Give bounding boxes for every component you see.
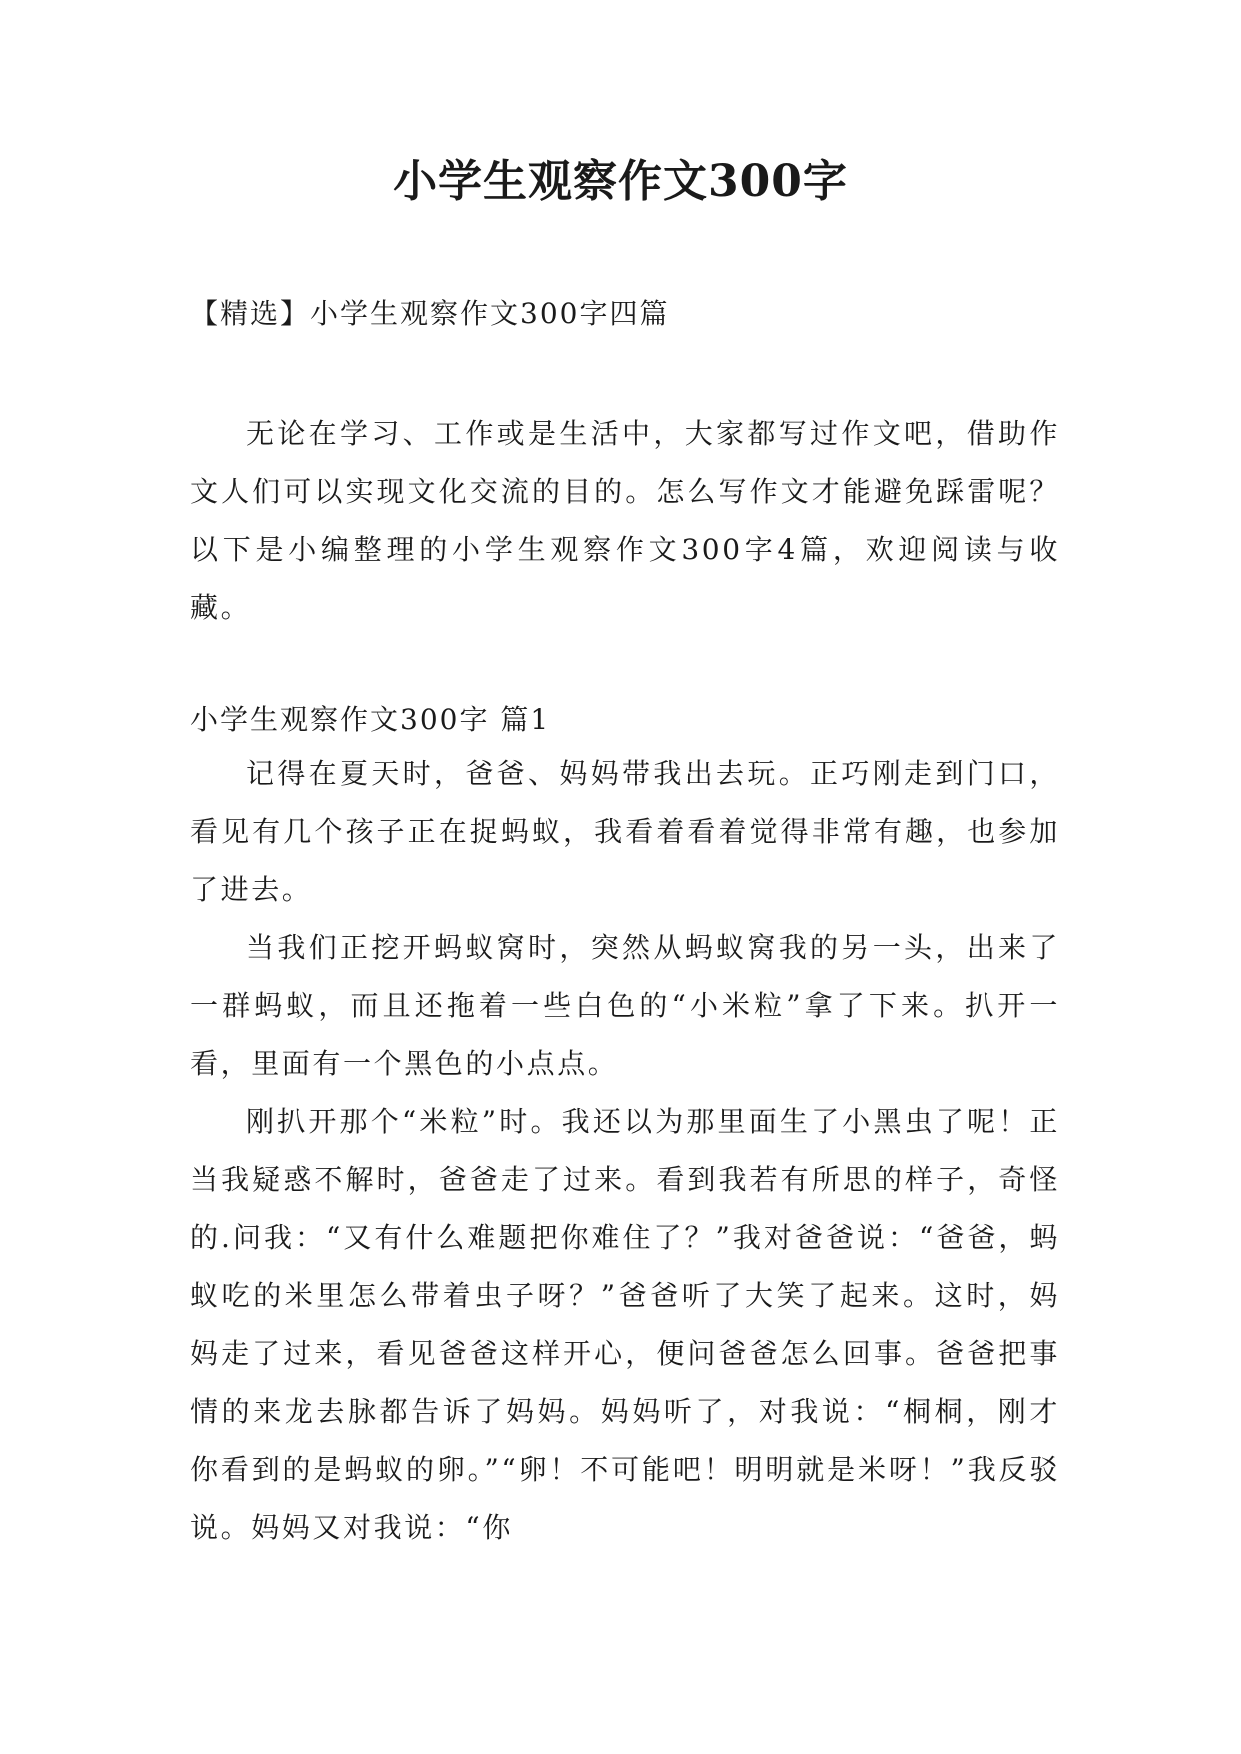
document-title: 小学生观察作文300字 [393, 156, 848, 207]
paragraph: 当我们正挖开蚂蚁窝时，突然从蚂蚁窝我的另一头，出来了一群蚂蚁，而且还拖着一些白色的“小米粒”拿了下来。扒开一看，里面有一个黑色的小点点。 [190, 931, 1060, 1080]
intro-block [190, 405, 1060, 637]
paragraph: 记得在夏天时，爸爸、妈妈带我出去玩。正巧刚走到门口，看见有几个孩子正在捉蚂蚁，我看着看着觉得非常有趣，也参加了进去。 [190, 757, 1060, 906]
article-body [190, 745, 1060, 1557]
document-subtitle: 【精选】小学生观察作文300字四篇 [190, 297, 670, 330]
intro-paragraph: 无论在学习、工作或是生活中，大家都写过作文吧，借助作文人们可以实现文化交流的目的。怎么写作文才能避免踩雷呢？以下是小编整理的小学生观察作文300字4篇，欢迎阅读与收藏。 [190, 417, 1060, 624]
paragraph: 刚扒开那个“米粒”时。我还以为那里面生了小黑虫了呢！正当我疑惑不解时，爸爸走了过来。看到我若有所思的样子，奇怪的.问我：“又有什么难题把你难住了？”我对爸爸说：“爸爸，蚂蚁吃的米里怎么带着虫子呀？”爸爸听了大笑了起来。这时，妈妈走了过来，看见爸爸这样开心，便问爸爸怎么回事。爸爸把事情的来龙去脉都告诉了妈妈。妈妈听了，对我说：“桐桐，刚才你看到的是蚂蚁的卵。”“卵！不可能吧！明明就是米呀！”我反驳说。妈妈又对我说：“你 [190, 1105, 1060, 1544]
section-heading: 小学生观察作文300字 篇1 [190, 703, 551, 736]
